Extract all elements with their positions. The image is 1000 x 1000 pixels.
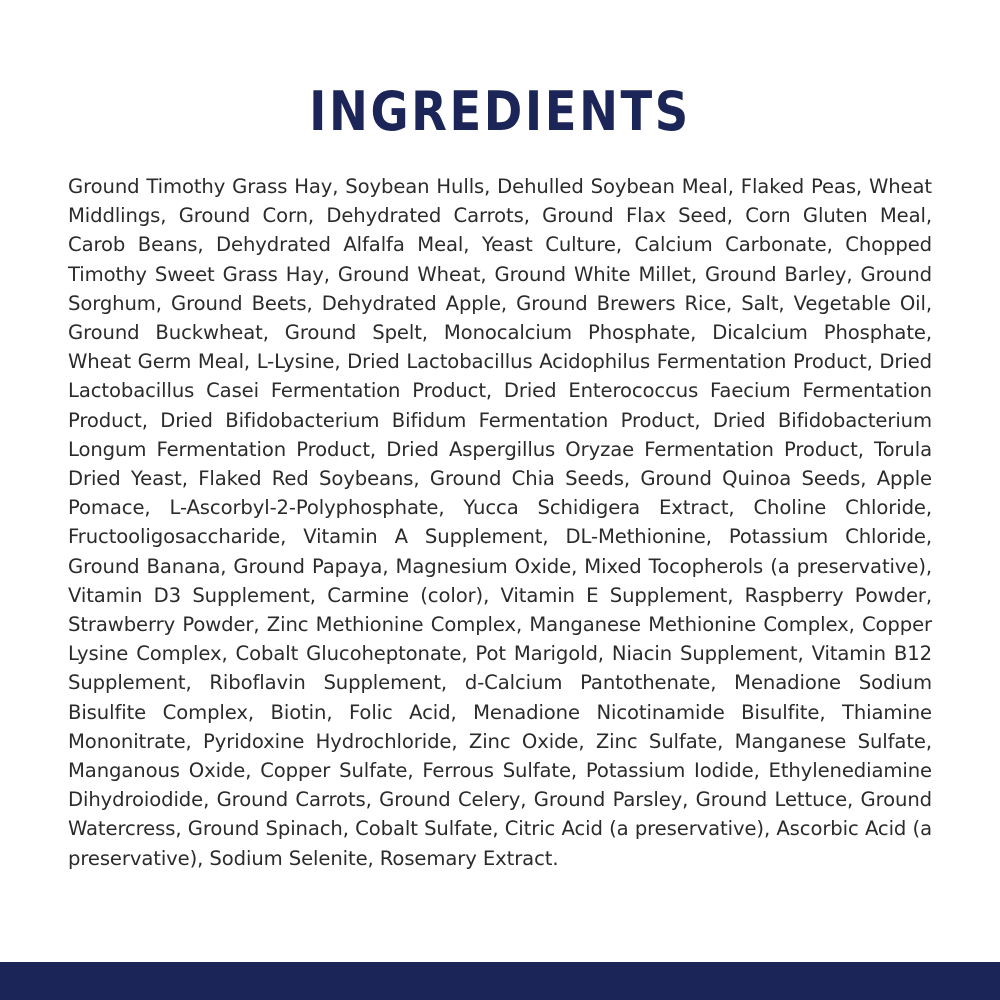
ingredients-list: Ground Timothy Grass Hay, Soybean Hulls, Dehulled Soybean Meal, Flaked Peas, Wheat Middlings, Ground Corn, Dehydrated Carrots, Ground Flax Seed, Corn Gluten Meal, Carob Beans, Dehydrated Alfalfa Meal, Yeast Culture, Calcium Carbonate, Chopped Timothy Sweet Grass Hay, Ground Wheat, Ground White Millet, Ground Barley, Ground Sorghum, Ground Beets, Dehydrated Apple, Ground Brewers Rice, Salt, Vegetable Oil, Ground Buckwheat, Ground Spelt, Monocalcium Phosphate, Dicalcium Phosphate, Wheat Germ Meal, L-Lysine, Dried Lactobacillus Acidophilus Fermentation Product, Dried Lactobacillus Casei Fermentation Product, Dried Enterococcus Faecium Fermentation Product, Dried Bifidobacterium Bifidum Fermentation Product, Dried Bifidobacterium Longum Fermentation Product, Dried Aspergillus Oryzae Fermentation Product, Torula Dried Yeast, Flaked Red Soybeans, Ground Chia Seeds, Ground Quinoa Seeds, Apple Pomace, L-Ascorbyl-2-Polyphosphate, Yucca Schidigera Extract, Choline Chloride, Fructooligosaccharide, Vitamin A Supplement, DL-Methionine, Potassium Chloride, Ground Banana, Ground Papaya, Magnesium Oxide, Mixed Tocopherols (a preservative), Vitamin D3 Supplement, Carmine (color), Vitamin E Supplement, Raspberry Powder, Strawberry Powder, Zinc Methionine Complex, Manganese Methionine Complex, Copper Lysine Complex, Cobalt Glucoheptonate, Pot Marigold, Niacin Supplement, Vitamin B12 Supplement, Riboflavin Supplement, d-Calcium Pantothenate, Menadione Sodium Bisulfite Complex, Biotin, Folic Acid, Menadione Nicotinamide Bisulfite, Thiamine Mononitrate, Pyridoxine Hydrochloride, Zinc Oxide, Zinc Sulfate, Manganese Sulfate, Manganous Oxide, Copper Sulfate, Ferrous Sulfate, Potassium Iodide, Ethylenediamine Dihydroiodide, Ground Carrots, Ground Celery, Ground Parsley, Ground Lettuce, Ground Watercress, Ground Spinach, Cobalt Sulfate, Citric Acid (a preservative), Ascorbic Acid (a preservative), Sodium Selenite, Rosemary Extract.	[68, 175, 932, 870]
page-title: INGREDIENTS	[309, 80, 691, 143]
footer-bar	[0, 962, 1000, 1000]
